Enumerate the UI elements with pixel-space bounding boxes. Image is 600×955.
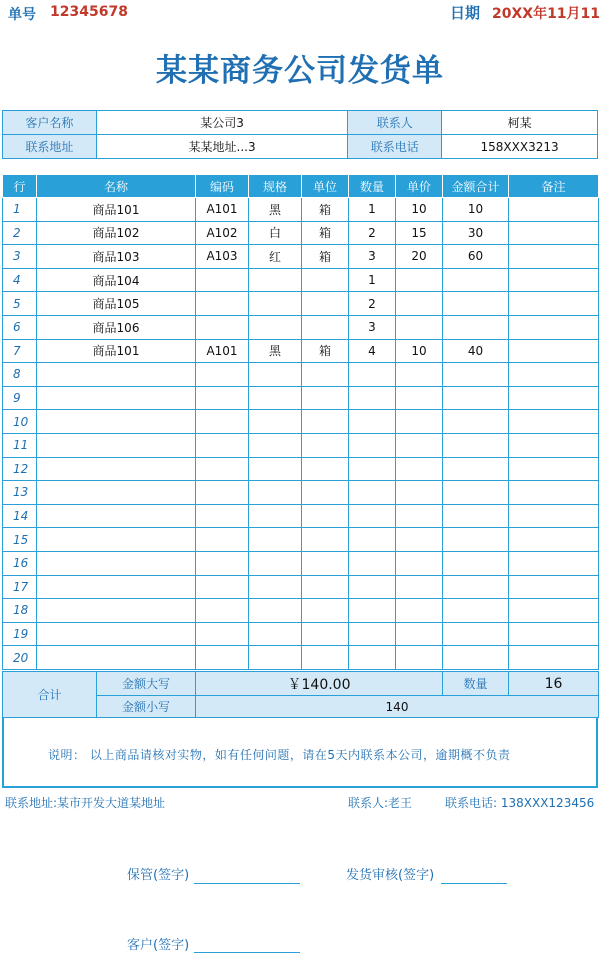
row-number: 18 <box>3 599 37 623</box>
table-cell <box>349 386 396 410</box>
table-cell: 商品105 <box>37 292 196 316</box>
table-cell <box>249 457 302 481</box>
table-row <box>3 245 599 269</box>
table-cell <box>396 599 443 623</box>
table-cell <box>509 504 599 528</box>
table-cell <box>443 292 509 316</box>
keeper-signature-label: 保管(签字) <box>127 868 190 883</box>
table-cell <box>302 457 349 481</box>
table-cell: 商品104 <box>37 268 196 292</box>
column-header: 行 <box>3 175 37 198</box>
address-value: 某某地址...3 <box>96 135 348 159</box>
table-cell: 商品101 <box>37 339 196 363</box>
table-cell <box>196 268 249 292</box>
table-cell <box>196 528 249 552</box>
table-cell <box>509 315 599 339</box>
column-header: 单位 <box>302 175 349 198</box>
table-cell <box>396 481 443 505</box>
table-cell <box>509 599 599 623</box>
table-cell <box>196 292 249 316</box>
table-row <box>3 599 599 623</box>
table-cell: 30 <box>443 221 509 245</box>
row-number: 19 <box>3 622 37 646</box>
table-cell: 1 <box>349 198 396 222</box>
top-bar <box>0 0 600 26</box>
table-cell <box>349 457 396 481</box>
table-cell <box>196 575 249 599</box>
table-cell <box>37 481 196 505</box>
table-cell <box>302 315 349 339</box>
table-cell <box>396 292 443 316</box>
table-cell <box>37 504 196 528</box>
row-number: 16 <box>3 551 37 575</box>
table-cell <box>302 504 349 528</box>
table-cell <box>443 268 509 292</box>
row-number: 17 <box>3 575 37 599</box>
summary-table <box>2 671 599 718</box>
table-row <box>3 457 599 481</box>
table-cell <box>509 622 599 646</box>
table-cell: 黑 <box>249 339 302 363</box>
table-cell <box>249 363 302 387</box>
table-cell <box>249 433 302 457</box>
table-cell: 10 <box>396 198 443 222</box>
table-row <box>3 410 599 434</box>
order-number-label: 单号 <box>8 7 36 23</box>
table-cell <box>443 575 509 599</box>
table-cell <box>196 504 249 528</box>
amount-lower-label: 金额小写 <box>97 696 196 718</box>
column-header: 单价 <box>396 175 443 198</box>
document-title: 某某商务公司发货单 <box>156 53 444 89</box>
column-header: 编码 <box>196 175 249 198</box>
table-cell <box>196 481 249 505</box>
table-cell <box>37 646 196 670</box>
table-cell <box>443 599 509 623</box>
row-number: 4 <box>3 268 37 292</box>
table-cell <box>349 551 396 575</box>
table-cell <box>509 221 599 245</box>
table-row <box>3 528 599 552</box>
table-cell <box>37 410 196 434</box>
table-cell <box>302 622 349 646</box>
table-cell <box>443 315 509 339</box>
table-row <box>3 504 599 528</box>
table-cell <box>302 481 349 505</box>
phone-value: 158XXX3213 <box>442 135 598 159</box>
table-cell: 2 <box>349 221 396 245</box>
table-cell <box>443 363 509 387</box>
table-cell <box>349 599 396 623</box>
table-cell <box>349 481 396 505</box>
table-cell <box>509 551 599 575</box>
table-cell <box>249 386 302 410</box>
table-cell: A101 <box>196 198 249 222</box>
table-cell <box>443 433 509 457</box>
table-cell <box>302 410 349 434</box>
table-cell <box>509 386 599 410</box>
table-cell <box>302 551 349 575</box>
table-cell: A101 <box>196 339 249 363</box>
table-row <box>3 433 599 457</box>
table-cell <box>349 646 396 670</box>
table-cell <box>249 599 302 623</box>
table-cell: 40 <box>443 339 509 363</box>
table-cell <box>249 410 302 434</box>
table-row <box>3 363 599 387</box>
table-cell <box>509 457 599 481</box>
table-row <box>3 646 599 670</box>
amount-upper-label: 金额大写 <box>97 672 196 696</box>
table-cell <box>302 433 349 457</box>
table-cell <box>349 622 396 646</box>
table-cell <box>443 646 509 670</box>
table-cell <box>196 363 249 387</box>
table-cell <box>349 433 396 457</box>
table-row <box>3 339 599 363</box>
table-cell <box>302 575 349 599</box>
table-cell <box>37 386 196 410</box>
table-cell <box>396 410 443 434</box>
table-cell <box>396 646 443 670</box>
row-number: 3 <box>3 245 37 269</box>
table-cell <box>349 528 396 552</box>
table-row <box>3 198 599 222</box>
customer-signature-line[interactable] <box>194 952 300 953</box>
table-row <box>3 268 599 292</box>
table-cell <box>509 433 599 457</box>
table-cell <box>196 551 249 575</box>
customer-name-value: 某公司3 <box>96 111 348 135</box>
table-cell <box>509 410 599 434</box>
phone-label: 联系电话 <box>348 135 442 159</box>
table-cell: 商品102 <box>37 221 196 245</box>
table-row <box>3 221 599 245</box>
table-cell: 箱 <box>302 245 349 269</box>
table-cell <box>396 386 443 410</box>
column-header: 金额合计 <box>443 175 509 198</box>
row-number: 8 <box>3 363 37 387</box>
table-cell <box>249 622 302 646</box>
table-cell: 红 <box>249 245 302 269</box>
table-cell: 60 <box>443 245 509 269</box>
table-row <box>3 622 599 646</box>
row-number: 12 <box>3 457 37 481</box>
summary-row-upper <box>3 672 599 696</box>
row-number: 9 <box>3 386 37 410</box>
table-cell <box>302 292 349 316</box>
reviewer-signature-line[interactable] <box>441 883 507 884</box>
note-text: 说明： 以上商品请核对实物，如有任何问题，请在5天内联系本公司，逾期概不负责 <box>48 748 511 762</box>
date-label: 日期 <box>450 4 481 22</box>
order-number-value: 12345678 <box>50 4 128 20</box>
table-row <box>3 386 599 410</box>
table-cell <box>509 245 599 269</box>
column-header: 规格 <box>249 175 302 198</box>
table-cell <box>196 315 249 339</box>
customer-info-row <box>3 135 598 159</box>
table-cell <box>396 575 443 599</box>
row-number: 6 <box>3 315 37 339</box>
row-number: 13 <box>3 481 37 505</box>
table-cell <box>196 646 249 670</box>
reviewer-signature-label: 发货审核(签字) <box>346 868 435 883</box>
table-cell <box>249 481 302 505</box>
table-cell: 20 <box>396 245 443 269</box>
table-cell <box>443 528 509 552</box>
table-cell: 箱 <box>302 221 349 245</box>
table-cell <box>509 339 599 363</box>
table-cell: 10 <box>443 198 509 222</box>
table-cell <box>396 622 443 646</box>
row-number: 7 <box>3 339 37 363</box>
row-number: 5 <box>3 292 37 316</box>
quantity-label: 数量 <box>443 672 509 696</box>
table-cell <box>37 622 196 646</box>
table-cell: 白 <box>249 221 302 245</box>
table-cell <box>509 528 599 552</box>
keeper-signature-line[interactable] <box>194 883 300 884</box>
table-cell <box>443 481 509 505</box>
amount-lower-value: 140 <box>196 696 599 718</box>
table-cell <box>302 363 349 387</box>
table-cell <box>302 386 349 410</box>
quantity-value: 16 <box>509 672 599 696</box>
total-label: 合计 <box>3 672 97 718</box>
table-cell: 商品101 <box>37 198 196 222</box>
table-cell <box>249 528 302 552</box>
address-label: 联系地址 <box>3 135 97 159</box>
items-table <box>2 174 599 670</box>
table-cell <box>443 622 509 646</box>
table-cell <box>37 599 196 623</box>
table-cell <box>509 363 599 387</box>
table-cell <box>249 575 302 599</box>
items-body <box>3 198 599 670</box>
footer-address: 联系地址:某市开发大道某地址 <box>5 796 166 810</box>
table-cell: 1 <box>349 268 396 292</box>
table-cell <box>509 292 599 316</box>
table-cell <box>396 551 443 575</box>
table-cell: A102 <box>196 221 249 245</box>
customer-info-table <box>2 110 598 159</box>
column-header: 备注 <box>509 175 599 198</box>
contact-person-value: 柯某 <box>442 111 598 135</box>
table-cell <box>396 504 443 528</box>
table-cell <box>196 386 249 410</box>
table-cell <box>349 363 396 387</box>
table-cell: 箱 <box>302 339 349 363</box>
table-cell <box>443 551 509 575</box>
row-number: 14 <box>3 504 37 528</box>
row-number: 15 <box>3 528 37 552</box>
table-cell <box>396 457 443 481</box>
table-row <box>3 315 599 339</box>
table-cell <box>396 315 443 339</box>
table-cell <box>37 528 196 552</box>
customer-signature-label: 客户(签字) <box>127 938 190 953</box>
table-row <box>3 551 599 575</box>
table-cell <box>302 268 349 292</box>
table-cell: 商品103 <box>37 245 196 269</box>
table-cell <box>196 410 249 434</box>
table-cell <box>443 504 509 528</box>
table-cell: 3 <box>349 315 396 339</box>
note-box <box>2 717 598 788</box>
table-cell <box>196 599 249 623</box>
table-cell <box>37 575 196 599</box>
table-cell <box>509 268 599 292</box>
table-cell <box>396 363 443 387</box>
table-cell: A103 <box>196 245 249 269</box>
table-row <box>3 292 599 316</box>
table-cell: 10 <box>396 339 443 363</box>
customer-info-row <box>3 111 598 135</box>
table-cell <box>37 433 196 457</box>
table-cell: 3 <box>349 245 396 269</box>
customer-name-label: 客户名称 <box>3 111 97 135</box>
table-cell <box>249 551 302 575</box>
column-header: 数量 <box>349 175 396 198</box>
footer-contact: 联系人:老王 <box>348 796 413 810</box>
table-cell <box>249 292 302 316</box>
contact-person-label: 联系人 <box>348 111 442 135</box>
table-cell <box>249 315 302 339</box>
table-cell <box>349 504 396 528</box>
table-cell: 黑 <box>249 198 302 222</box>
table-row <box>3 481 599 505</box>
row-number: 20 <box>3 646 37 670</box>
table-cell <box>509 481 599 505</box>
table-cell <box>509 198 599 222</box>
table-cell: 15 <box>396 221 443 245</box>
table-cell <box>249 504 302 528</box>
row-number: 10 <box>3 410 37 434</box>
table-cell <box>37 551 196 575</box>
table-cell: 2 <box>349 292 396 316</box>
row-number: 1 <box>3 198 37 222</box>
table-cell: 箱 <box>302 198 349 222</box>
table-cell <box>196 457 249 481</box>
table-cell <box>349 410 396 434</box>
table-cell <box>396 528 443 552</box>
table-cell <box>443 457 509 481</box>
date-value: 20XX年11月11 <box>492 6 600 22</box>
table-cell <box>443 410 509 434</box>
table-cell <box>509 646 599 670</box>
table-cell <box>349 575 396 599</box>
table-cell <box>443 386 509 410</box>
table-cell <box>302 599 349 623</box>
table-cell <box>249 268 302 292</box>
table-cell: 商品106 <box>37 315 196 339</box>
row-number: 2 <box>3 221 37 245</box>
table-cell <box>302 646 349 670</box>
table-cell <box>396 268 443 292</box>
table-cell <box>196 433 249 457</box>
table-cell <box>509 575 599 599</box>
table-cell <box>249 646 302 670</box>
table-cell <box>37 363 196 387</box>
table-cell <box>196 622 249 646</box>
footer-phone: 联系电话: 138XXX123456 <box>445 796 595 810</box>
column-header: 名称 <box>37 175 196 198</box>
table-cell <box>396 433 443 457</box>
table-cell: 4 <box>349 339 396 363</box>
row-number: 11 <box>3 433 37 457</box>
table-row <box>3 575 599 599</box>
table-cell <box>37 457 196 481</box>
table-cell <box>302 528 349 552</box>
amount-upper-value: ￥140.00 <box>196 672 443 696</box>
items-header-row <box>3 175 599 198</box>
